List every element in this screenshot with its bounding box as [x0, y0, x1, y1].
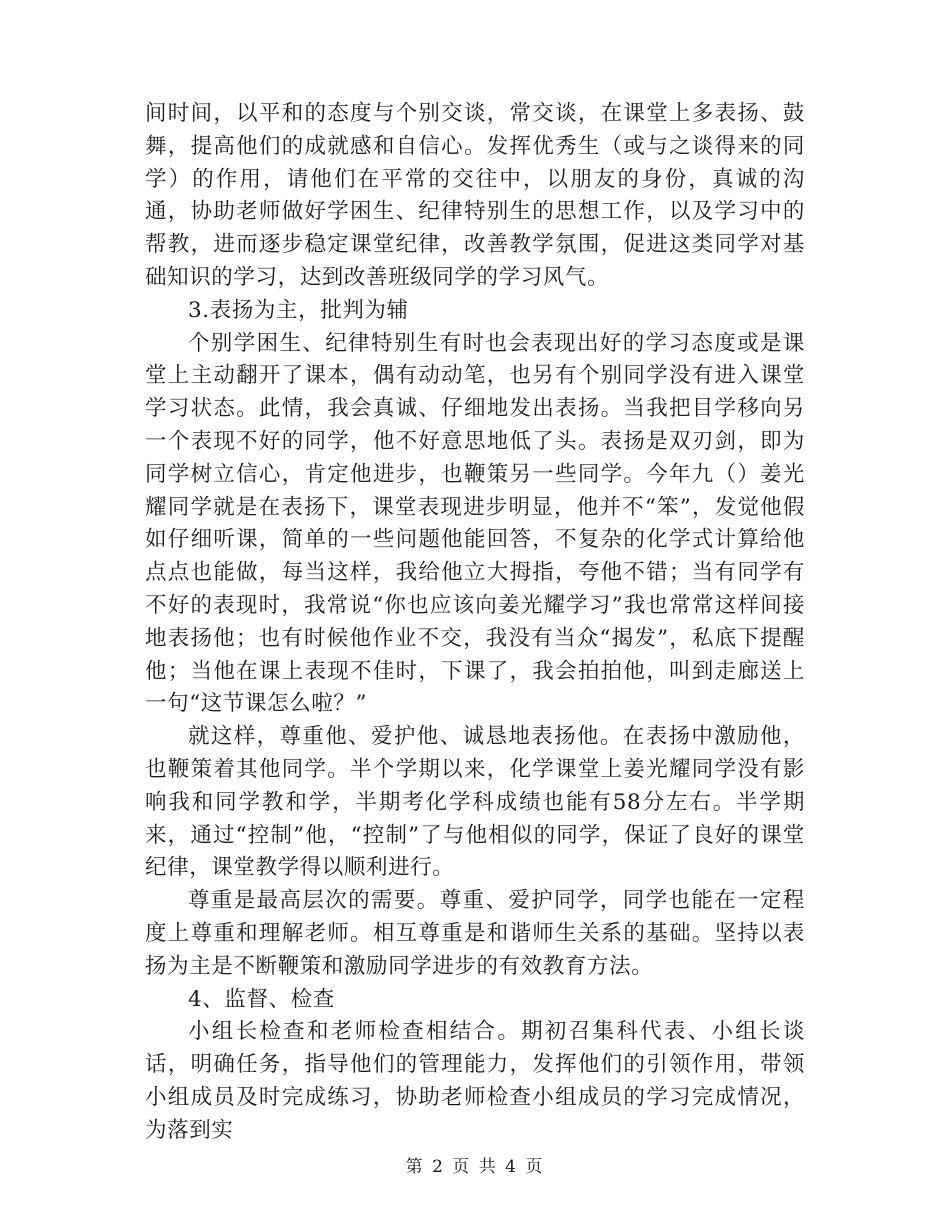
paragraph-praise-example: 个别学困生、纪律特别生有时也会表现出好的学习态度或是课堂上主动翻开了课本，偶有动动笔，也另有个别同学没有进入课堂学习状态。此情，我会真诚、仔细地发出表扬。当我把目学移向另一个表现不好的同学，他不好意思地低了头。表扬是双刃剑，即为同学树立信心，肯定他进步，也鞭策另一些同学。今年九（）姜光耀同学就是在表扬下，课堂表现进步明显，他并不“笨”，发觉他假如仔细听课，简单的一些问题他能回答，不复杂的化学式计算给他点点也能做，每当这样，我给他立大拇指，夸他不错；当有同学有不好的表现时，我常说“你也应该向姜光耀学习”我也常常这样间接地表扬他；也有时候他作业不交，我没有当众“揭发”，私底下提醒他；当他在课上表现不佳时，下课了，我会拍拍他，叫到走廊送上一句“这节课怎么啦？” [145, 330, 805, 717]
paragraph-respect: 尊重是最高层次的需要。尊重、爱护同学，同学也能在一定程度上尊重和理解老师。相互尊重是和谐师生关系的基础。坚持以表扬为主是不断鞭策和激励同学进步的有效教育方法。 [145, 888, 805, 979]
document-body [145, 98, 805, 1148]
section-heading-3: 3.表扬为主，批判为辅 [188, 297, 409, 323]
page-footer: 第 2 页 共 4 页 [405, 1157, 545, 1177]
paragraph-praise-result: 就这样，尊重他、爱护他、诚恳地表扬他。在表扬中激励他，也鞭策着其他同学。半个学期以来，化学课堂上姜光耀同学没有影响我和同学教和学，半期考化学科成绩也能有58分左右。半学期来，通过“控制”他，“控制”了与他相似的同学，保证了良好的课堂纪律，课堂教学得以顺利进行。 [145, 724, 805, 881]
section-heading-4: 4、监督、检查 [188, 986, 335, 1012]
paragraph-supervision: 小组长检查和老师检查相结合。期初召集科代表、小组长谈话，明确任务，指导他们的管理能力，发挥他们的引领作用，带领小组成员及时完成练习，协助老师检查小组成员的学习完成情况，为落到实 [145, 1019, 805, 1143]
paragraph-intro-continued: 间时间，以平和的态度与个别交谈，常交谈，在课堂上多表扬、鼓舞，提高他们的成就感和自信心。发挥优秀生（或与之谈得来的同学）的作用，请他们在平常的交往中，以朋友的身份，真诚的沟通，协助老师做好学困生、纪律特别生的思想工作，以及学习中的帮教，进而逐步稳定课堂纪律，改善教学氛围，促进这类同学对基础知识的学习，达到改善班级同学的学习风气。 [145, 101, 805, 290]
